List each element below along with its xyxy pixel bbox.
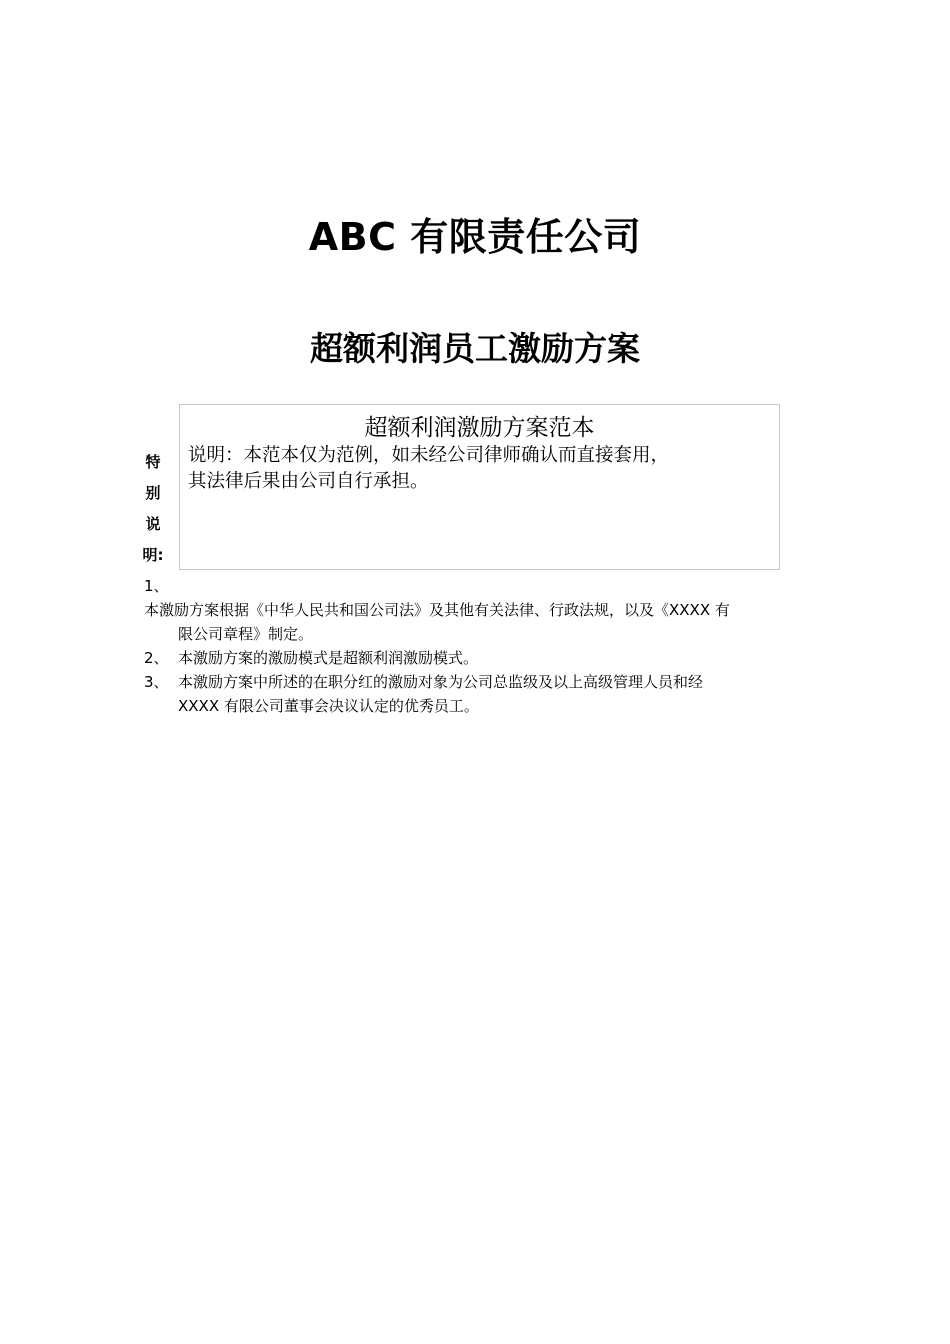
term-1-line: 限公司章程》制定。 (178, 625, 314, 643)
term-2 (144, 646, 804, 670)
term-3-number: 3、 (144, 673, 169, 691)
term-2-text: 本激励方案的激励模式是超额利润激励模式。 (178, 649, 479, 667)
term-3-line: 本激励方案中所述的在职分红的激励对象为公司总监级及以上高级管理人员和经 (178, 673, 704, 691)
plan-title: 超额利润员工激励方案 (310, 329, 640, 368)
term-1-number: 1、 (144, 577, 169, 595)
notice-text-line: 说明：本范本仅为范例，如未经公司律师确认而直接套用， (188, 445, 670, 466)
term-1-line: 本激励方案根据《中华人民共和国公司法》及其他有关法律、行政法规，以及《XXXX 有 (144, 601, 730, 619)
special-notice-label (138, 450, 168, 574)
term-3-text (178, 670, 804, 718)
notice-box (179, 404, 780, 570)
notice-text (188, 443, 771, 495)
side-label-char: 明: (142, 546, 164, 564)
side-label-char: 特 (145, 453, 161, 471)
term-3-line: XXXX 有限公司董事会决议认定的优秀员工。 (178, 697, 479, 715)
side-label-char: 说 (145, 515, 161, 533)
company-title: ABC 有限责任公司 (308, 215, 642, 259)
term-2-number: 2、 (144, 649, 169, 667)
term-3 (144, 670, 804, 718)
notice-text-line: 其法律后果由公司自行承担。 (188, 471, 429, 492)
terms-list (144, 574, 804, 718)
side-label-char: 别 (145, 484, 161, 502)
notice-title: 超额利润激励方案范本 (364, 415, 595, 441)
